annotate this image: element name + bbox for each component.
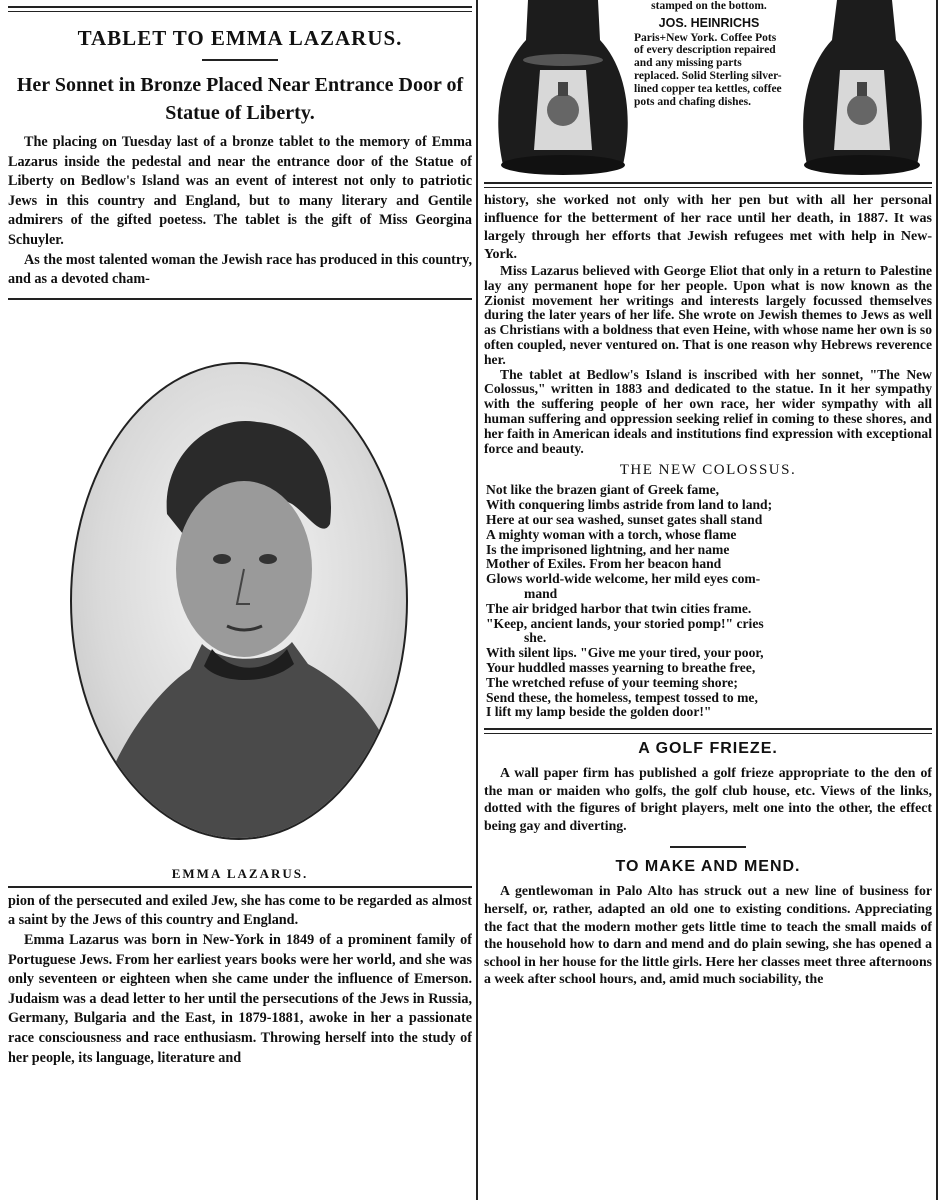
ad-top-line: stamped on the bottom. xyxy=(651,0,767,12)
poem-line: With conquering limbs astride from land to land; xyxy=(486,497,773,513)
ad-bottom-rule xyxy=(484,182,932,188)
ad-body: Paris+New York. Coffee Pots of every description repaired and any missing parts replaced. Solid Sterling silver-lined copper tea kettles, coffee pots and chafing dishes. xyxy=(634,31,782,108)
poem xyxy=(484,483,932,720)
mend-headline: TO MAKE AND MEND. xyxy=(615,858,801,876)
article-paragraph-1: The placing on Tuesday last of a bronze tablet to the memory of Emma Lazarus inside the pedestal and near the entrance door of the Statue of Liberty on Bedlow's Island was an event of interest not only to patriotic Jews in this country and England, but to many literary and Gentile admirers of the gifted poetess. The tablet is the gift of Miss Georgina Schuyler. xyxy=(8,134,472,248)
portrait-frame xyxy=(8,298,472,860)
poem-line: With silent lips. "Give me your tired, your poor, xyxy=(486,645,764,661)
coffee-pot-right-image xyxy=(792,0,932,178)
portrait-caption: EMMA LAZARUS. xyxy=(171,865,309,881)
article-paragraph-eliot: Miss Lazarus believed with George Eliot that only in a return to Palestine lay any permanent hope for her people. Upon what is now known as the Zionist movement her writings and interests largely focussed themselves during the later years of her life. She wrote on Jewish themes to Jews as well as Christians with a boldness that even Heine, with whose name her own is so often coupled, never ventured on. That is one reason why Hebrews reverence her. xyxy=(484,263,932,367)
poem-line: Here at our sea washed, sunset gates shall stand xyxy=(486,511,763,527)
right-column xyxy=(484,0,932,1200)
poem-line: Glows world-wide welcome, her mild eyes com- xyxy=(486,571,761,587)
poem-line: Your huddled masses yearning to breathe free, xyxy=(486,659,756,675)
article-paragraph-2-start: As the most talented woman the Jewish race has produced in this country, and as a devoted cham- xyxy=(8,251,472,288)
coffee-pot-left-image xyxy=(488,0,638,178)
column-divider xyxy=(476,0,478,1200)
article-paragraph-3: Emma Lazarus was born in New-York in 1849 of a prominent family of Portuguese Jews. From her earliest years books were her world, and she was only seventeen or eighteen when she came under the influence of Emerson. Judaism was a dead letter to her until the persecutions of the Jews in Russia, Germany, Bulgaria and the East, in 1879-1881, awoke in her a passionate race consciousness and race enthusiasm. Throwing herself into the study of her people, its language, literature and xyxy=(8,931,472,1066)
mend-article-text: A gentlewoman in Palo Alto has struck out a new line of business for herself, or, rather, adapted an old one to existing conditions. Appreciating the fact that the modern mother gets little time to teach the small maids of the household how to darn and mend and do plain sewing, she has opened a school in her house for the little girls. Here her classes meet three afternoons a week after school hours, and, amid much sociability, the xyxy=(484,883,932,987)
subheadline: Her Sonnet in Bronze Placed Near Entrance Door of Statue of Liberty. xyxy=(16,74,464,124)
portrait-oval xyxy=(70,362,408,840)
top-rule xyxy=(8,6,472,12)
poem-line: A mighty woman with a torch, whose flame xyxy=(486,526,737,542)
article-continuation xyxy=(484,192,932,456)
article-paragraph-tablet: The tablet at Bedlow's Island is inscribed with her sonnet, "The New Colossus," written in 1883 and dedicated to the statue. In it her sympathy with the suffering people of her own race, her wider sympathy with all human suffering and oppression seeking relief in coming to these shores, and her faith in American ideals and institutions find expression with exceptional force and beauty. xyxy=(484,366,932,456)
article-paragraph-2-end: pion of the persecuted and exiled Jew, she has come to be regarded as almost a saint by the Jews of this country and England. xyxy=(8,892,472,929)
poem-line: Not like the brazen giant of Greek fame, xyxy=(486,482,720,498)
poem-line: Is the imprisoned lightning, and her name xyxy=(486,541,730,557)
right-edge-rule xyxy=(936,0,938,1200)
poem-line: The wretched refuse of your teeming shore; xyxy=(486,674,738,690)
golf-headline: A GOLF FRIEZE. xyxy=(638,740,778,758)
poem-line: she. xyxy=(524,630,547,646)
poem-title: THE NEW COLOSSUS. xyxy=(619,462,797,479)
poem-line: Send these, the homeless, tempest tossed to me, xyxy=(486,689,758,705)
poem-line: mand xyxy=(524,585,558,601)
golf-article-text: A wall paper firm has published a golf frieze appropriate to the den of the man or maiden who golfs, the golf club house, etc. Views of the links, dotted with the figures of bright players, melt one into the other, the effect being gay and diverting. xyxy=(484,765,932,833)
ad-brand: JOS. HEINRICHS xyxy=(658,15,760,30)
poem-line: The air bridged harbor that twin cities frame. xyxy=(486,600,752,616)
article-paragraph-continued: history, she worked not only with her pen but with all her personal influence for the betterment of her race until her death, in 1887. It was largely through her efforts that Jewish refugees met with help in New-York. xyxy=(484,193,932,262)
portrait-image xyxy=(72,364,406,838)
headline: TABLET TO EMMA LAZARUS. xyxy=(77,26,403,50)
poem-line: Mother of Exiles. From her beacon hand xyxy=(486,556,722,572)
ad-text xyxy=(634,0,784,108)
mend-section-rule xyxy=(670,846,746,848)
poem-line: I lift my lamp beside the golden door!" xyxy=(486,704,712,720)
advertisement xyxy=(484,0,932,178)
golf-section-rule xyxy=(484,728,932,734)
left-column xyxy=(8,0,472,1200)
caption-rule xyxy=(8,886,472,888)
poem-line: "Keep, ancient lands, your storied pomp!" cries xyxy=(486,615,764,631)
headline-rule xyxy=(202,59,278,61)
